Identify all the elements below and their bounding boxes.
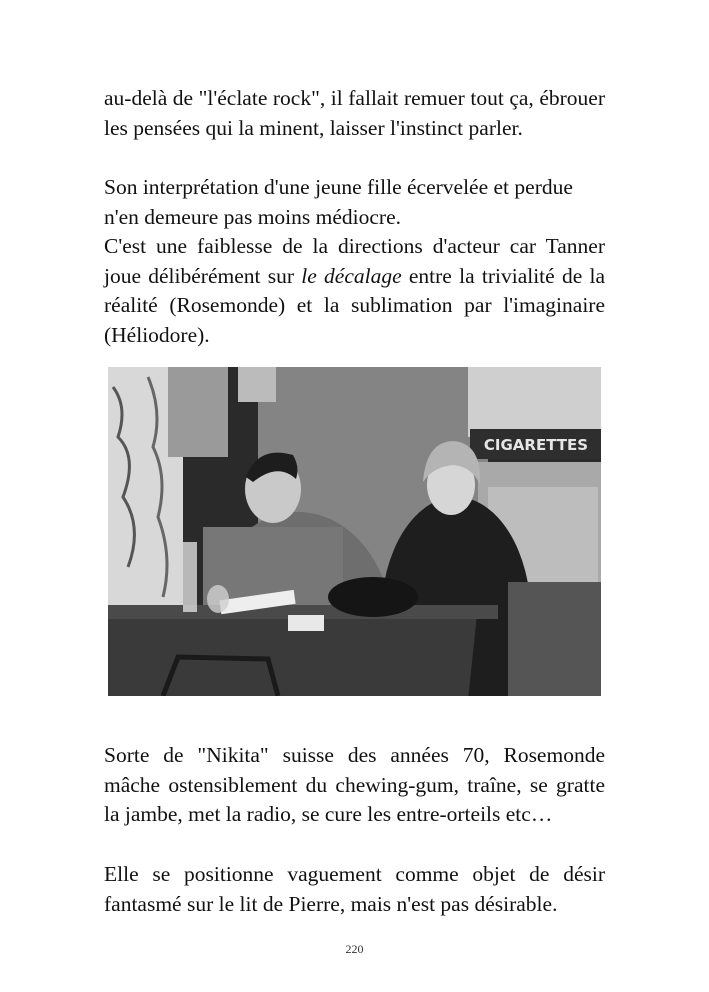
paragraph-2: Son interprétation d'une jeune fille écervelée et perdue n'en demeure pas moins médiocre. — [104, 175, 573, 229]
paragraph-3-end: entre la trivialité de la réalité (Rosemonde) et la sublimation par l'imaginaire (Héliodore). — [104, 263, 605, 347]
page-number: 220 — [345, 942, 364, 956]
paragraph-4: Sorte de "Nikita" suisse des années 70, Rosemonde mâche ostensiblement du chewing-gum, traîne, se gratte la jambe, met la radio, se cure les entre-orteils etc… — [104, 743, 605, 827]
film-still-photo — [108, 367, 601, 696]
paragraph-3-emphasis: le décalage — [301, 263, 402, 288]
paragraph-3 — [104, 232, 605, 350]
paragraph-5: Elle se positionne vaguement comme objet de désir fantasmé sur le lit de Pierre, mais n'est pas désirable. — [104, 862, 605, 916]
paragraph-1: au-delà de "l'éclate rock", il fallait remuer tout ça, ébrouer les pensées qui la minent, laisser l'instinct parler. — [104, 86, 605, 140]
paragraph-3-start: C'est une faiblesse de la directions d'acteur car Tanner joue délibérément sur — [104, 234, 605, 288]
cigarettes-sign: CIGARETTES — [483, 436, 589, 454]
